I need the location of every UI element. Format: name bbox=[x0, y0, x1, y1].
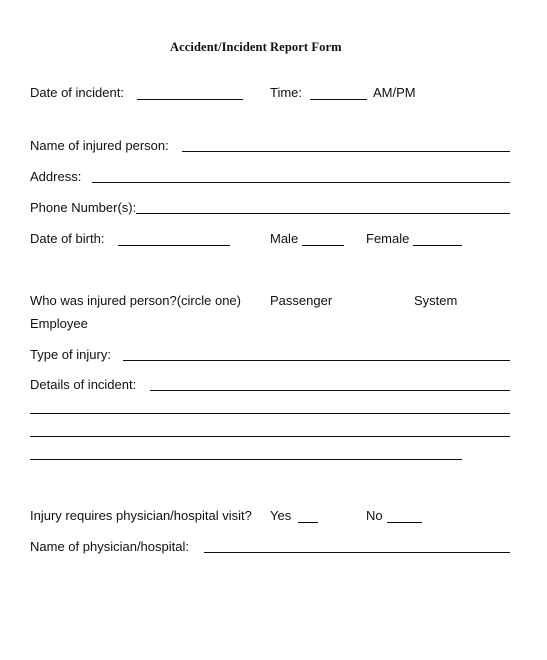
details-field-line-2[interactable] bbox=[30, 413, 510, 414]
date-of-incident-field[interactable] bbox=[137, 99, 243, 100]
female-field[interactable] bbox=[413, 245, 462, 246]
female-label: Female bbox=[366, 231, 410, 246]
form-title: Accident/Incident Report Form bbox=[170, 40, 342, 54]
physician-visit-label: Injury requires physician/hospital visit? bbox=[30, 508, 252, 523]
yes-label: Yes bbox=[270, 508, 292, 523]
dob-field[interactable] bbox=[118, 245, 230, 246]
physician-name-label: Name of physician/hospital: bbox=[30, 539, 189, 554]
dob-label: Date of birth: bbox=[30, 231, 105, 246]
yes-field[interactable] bbox=[298, 522, 318, 523]
physician-name-field[interactable] bbox=[204, 552, 510, 553]
phone-label: Phone Number(s): bbox=[30, 200, 137, 215]
details-field-line-4[interactable] bbox=[30, 459, 462, 460]
type-of-injury-label: Type of injury: bbox=[30, 347, 111, 362]
injured-name-field[interactable] bbox=[182, 151, 510, 152]
address-label: Address: bbox=[30, 169, 82, 184]
details-field-line-1[interactable] bbox=[150, 390, 510, 391]
phone-field[interactable] bbox=[136, 213, 510, 214]
no-field[interactable] bbox=[387, 522, 422, 523]
no-label: No bbox=[366, 508, 383, 523]
address-field[interactable] bbox=[92, 182, 510, 183]
type-of-injury-field[interactable] bbox=[123, 360, 510, 361]
option-passenger[interactable]: Passenger bbox=[270, 293, 333, 308]
male-label: Male bbox=[270, 231, 299, 246]
injured-name-label: Name of injured person: bbox=[30, 138, 169, 153]
details-field-line-3[interactable] bbox=[30, 436, 510, 437]
time-field[interactable] bbox=[310, 99, 367, 100]
details-label: Details of incident: bbox=[30, 377, 137, 392]
time-label: Time: bbox=[270, 85, 303, 100]
ampm-label: AM/PM bbox=[373, 85, 416, 100]
date-of-incident-label: Date of incident: bbox=[30, 85, 124, 100]
option-employee[interactable]: Employee bbox=[30, 316, 88, 331]
male-field[interactable] bbox=[302, 245, 344, 246]
option-system[interactable]: System bbox=[414, 293, 458, 308]
who-injured-label: Who was injured person?(circle one) bbox=[30, 293, 241, 308]
